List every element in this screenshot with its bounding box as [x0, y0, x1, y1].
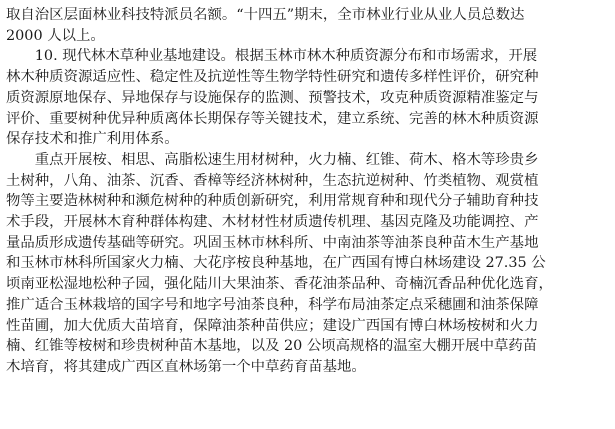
paragraph-intro — [6, 5, 609, 46]
text-line: 物等主要造林树种和濒危树种的种质创新研究，利用常规育种和现代分子辅助育种技 — [6, 193, 539, 210]
text-line: 推广适合玉林栽培的国字号和地字号油茶良种，科学布局油茶定点采穗圃和油茶保障 — [6, 296, 539, 313]
text-line: 评价、重要树种优异种质离体长期保存等关键技术，建立系统、完善的林木种质资源 — [6, 110, 539, 127]
text-line: 和玉林市林科所国家火力楠、大花序桉良种基地，在广西国有博白林场建设 27.35 公 — [6, 255, 546, 272]
paragraph-section-10 — [6, 46, 609, 150]
text-line: 林木种质资源适应性、稳定性及抗逆性等生物学特性研究和遗传多样性评价，研究种 — [6, 69, 539, 86]
text-line: 土树种，八角、油茶、沉香、香樟等经济林树种，生态抗逆树种、竹类植物、观赏植 — [6, 172, 539, 189]
text-line: 质资源原地保存、异地保存与设施保存的监测、预警技术，攻克种质资源精准鉴定与 — [6, 89, 539, 106]
text-line: 顷南亚松湿地松种子园，强化陆川大果油茶、香花油茶品种、奇楠沉香品种优化选育， — [6, 276, 553, 293]
text-line: 2000 人以上。 — [6, 27, 105, 44]
text-line: 取自治区层面林业科技特派员名额。“十四五”期末，全市林业行业从业人员总数达 — [6, 7, 525, 23]
text-line: 楠、红锥等桉树和珍贵树种苗木基地，以及 20 公顷高规格的温室大棚开展中草药苗 — [6, 338, 538, 355]
text-line: 性苗圃，加大优质大苗培育，保障油茶种苗供应；建设广西国有博白林场桉树和火力 — [6, 317, 539, 334]
paragraph-key-tasks — [6, 150, 609, 378]
text-line: 量品质形成遗传基础等研究。巩固玉林市林科所、中南油茶等油茶良种苗木生产基地 — [6, 234, 539, 251]
text-line: 木培育，将其建成广西区直林场第一个中草药育苗基地。 — [6, 358, 366, 375]
text-line: 重点开展桉、相思、高脂松速生用材树种，火力楠、红锥、荷木、格木等珍贵乡 — [6, 151, 539, 168]
section-heading-line: 10. 现代林木草种业基地建设。根据玉林市林木种质资源分布和市场需求，开展 — [6, 48, 538, 65]
text-line: 保存技术和推广利用体系。 — [6, 131, 179, 148]
text-line: 术手段，开展林木育种群体构建、木材材性材质遗传机理、基因克隆及功能调控、产 — [6, 214, 539, 231]
